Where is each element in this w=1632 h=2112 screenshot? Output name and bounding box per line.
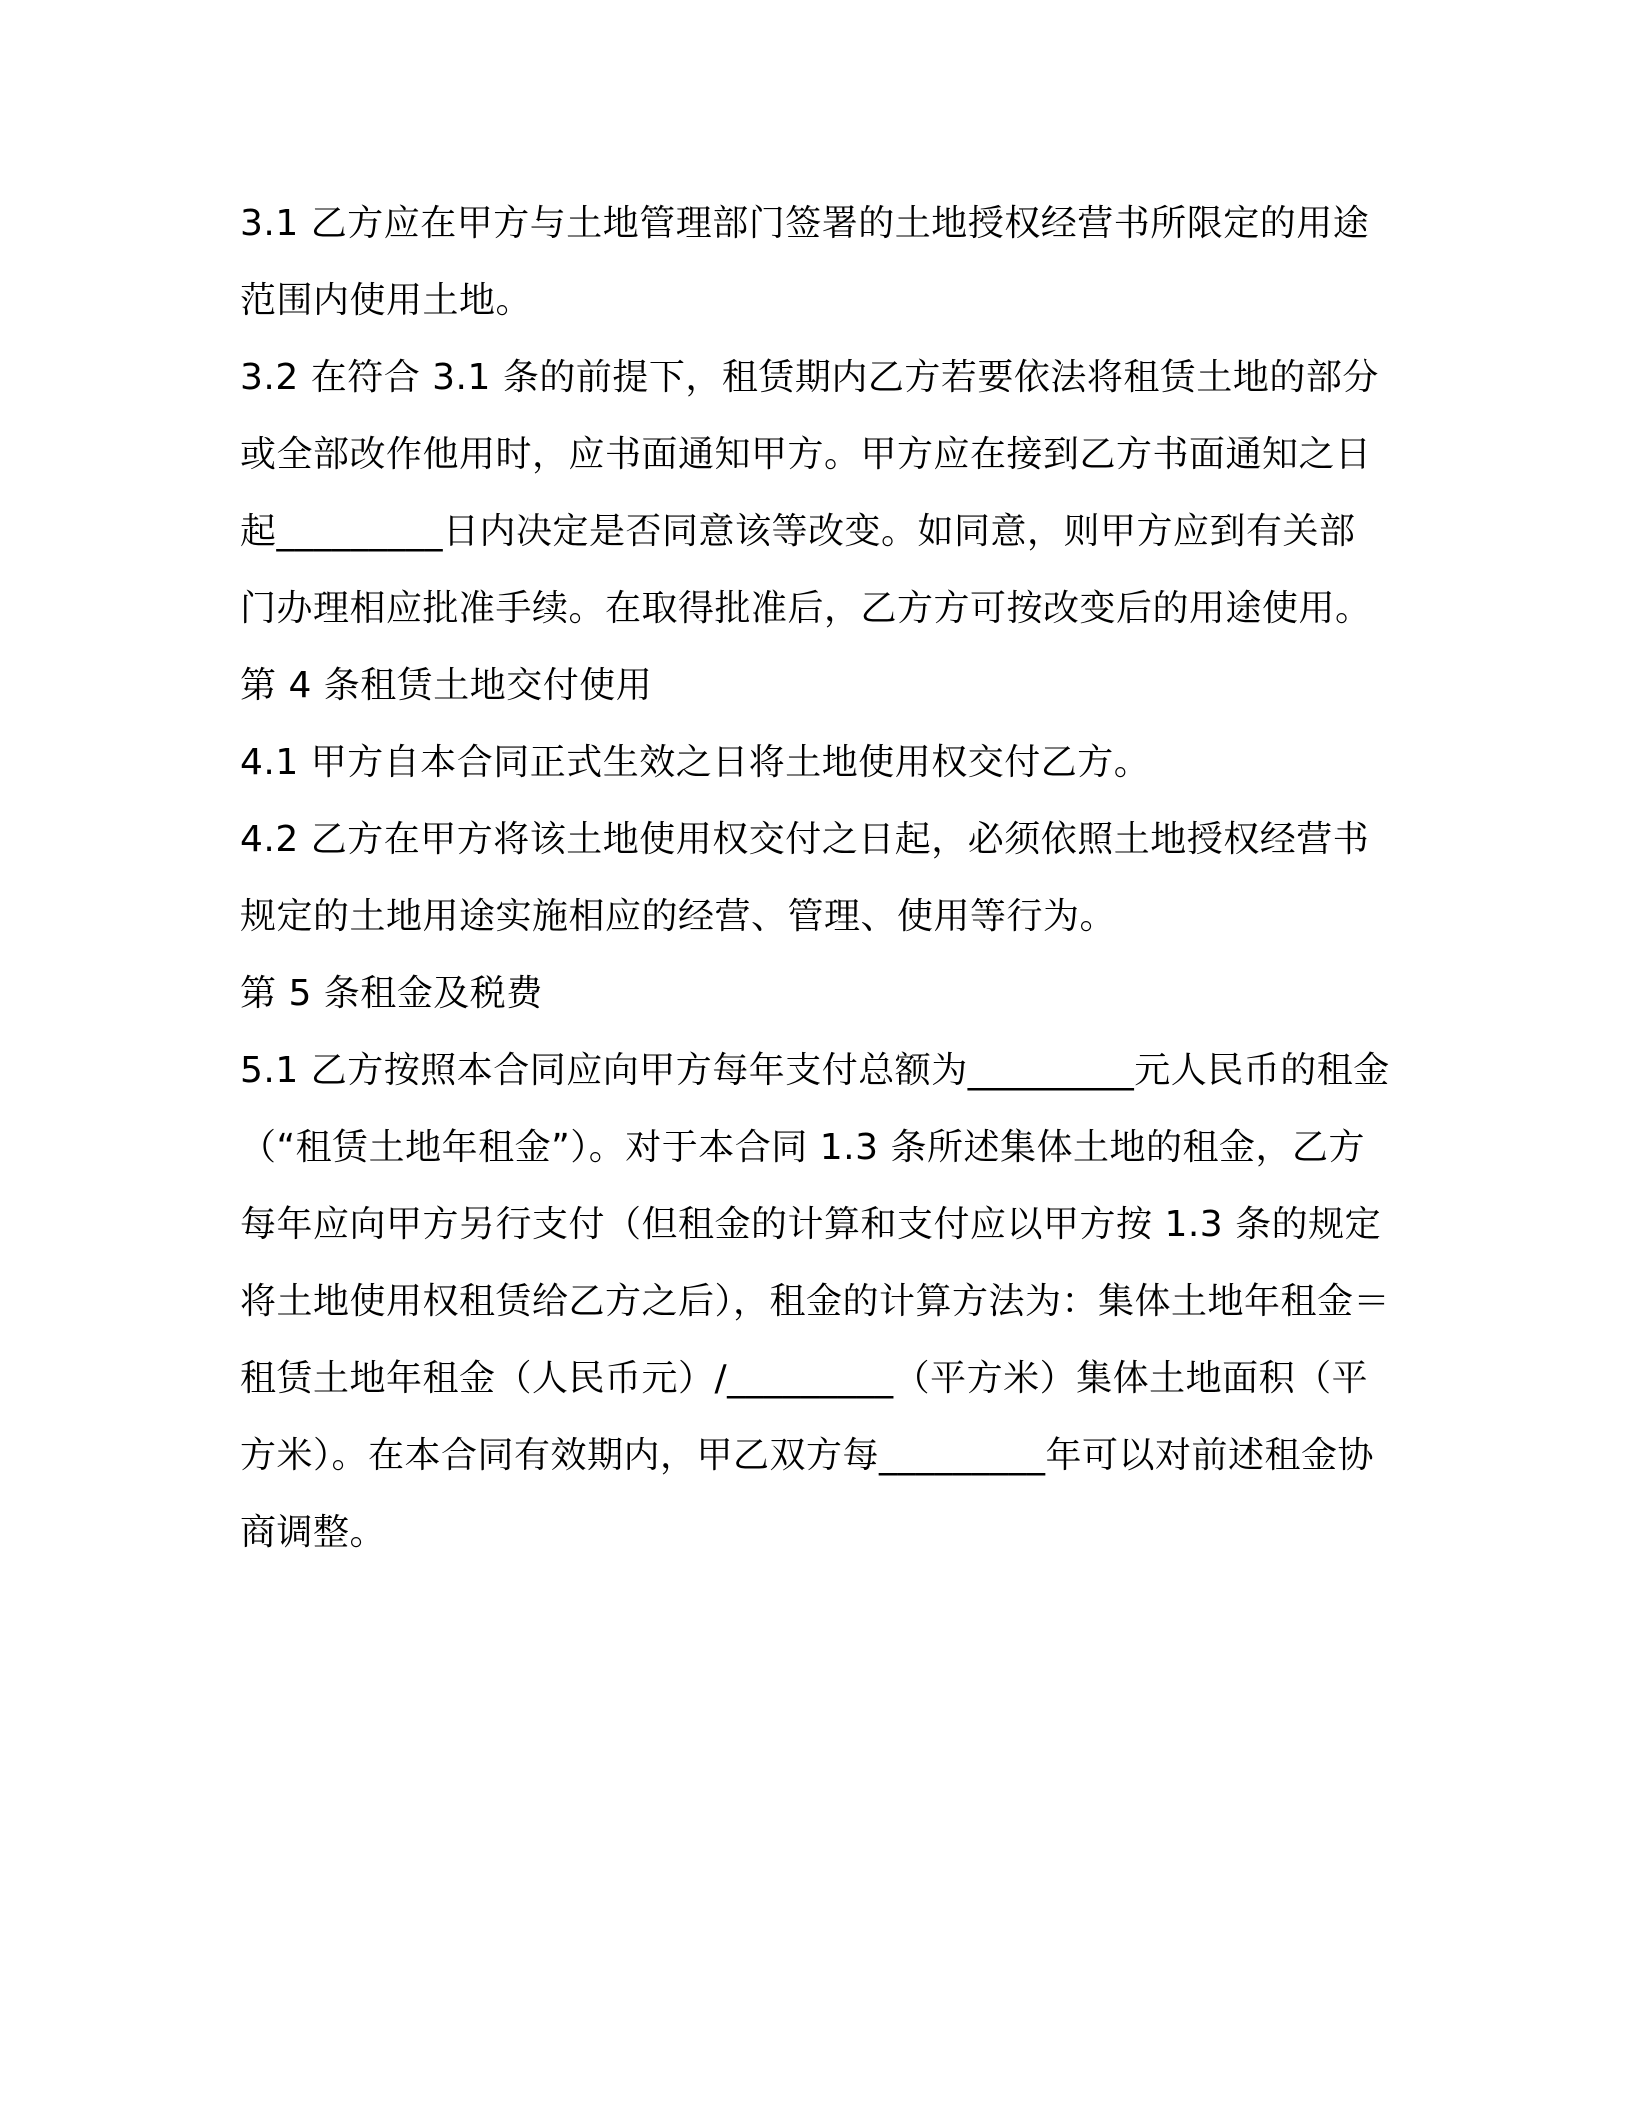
clause-3-2: 3.2 在符合 3.1 条的前提下，租赁期内乙方若要依法将租赁土地的部分或全部改作他用时，应书面通知甲方。甲方应在接到乙方书面通知之日起_________日内决定是否同意该等改变。如同意，则甲方应到有关部门办理相应批准手续。在取得批准后，乙方方可按改变后的用途使用。	[240, 357, 1379, 629]
clause-4-1: 4.1 甲方自本合同正式生效之日将土地使用权交付乙方。	[240, 742, 1151, 783]
clause-5-1: 5.1 乙方按照本合同应向甲方每年支付总额为_________元人民币的租金（“租赁土地年租金”）。对于本合同 1.3 条所述集体土地的租金，乙方每年应向甲方另行支付（但租金的计算和支付应以甲方按 1.3 条的规定将土地使用权租赁给乙方之后），租金的计算方法为：集体土地年租金＝租赁土地年租金（人民币元）/_________（平方米）集体土地面积（平方米）。在本合同有效期内，甲乙双方每_________年可以对前述租金协商调整。	[240, 1050, 1391, 1553]
article-4-heading: 第 4 条租赁土地交付使用	[240, 665, 653, 706]
clause-4-2: 4.2 乙方在甲方将该土地使用权交付之日起，必须依照土地授权经营书规定的土地用途实施相应的经营、管理、使用等行为。	[240, 819, 1370, 937]
document-body	[240, 185, 1390, 1571]
article-5-heading: 第 5 条租金及税费	[240, 973, 543, 1014]
clause-3-1: 3.1 乙方应在甲方与土地管理部门签署的土地授权经营书所限定的用途范围内使用土地。	[240, 203, 1370, 321]
